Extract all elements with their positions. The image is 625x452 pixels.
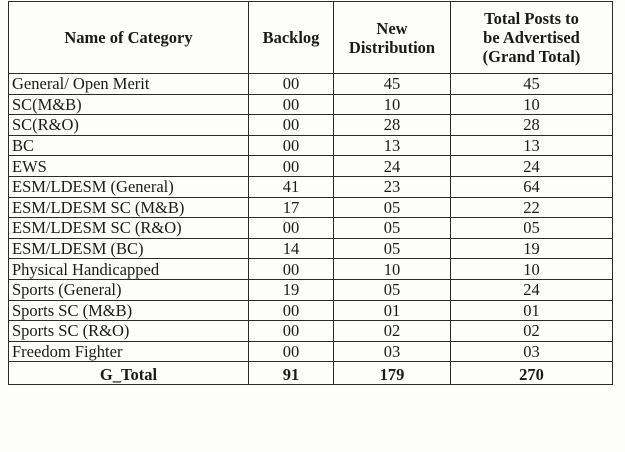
table-row	[9, 176, 613, 197]
category-cell: ESM/LDESM SC (M&B)	[9, 197, 249, 218]
category-cell: Sports SC (M&B)	[9, 300, 249, 321]
header-total-posts-line: Total Posts to	[484, 9, 579, 28]
backlog-cell: 00	[249, 300, 334, 321]
table-row	[9, 279, 613, 300]
backlog-cell: 00	[249, 341, 334, 362]
header-backlog: Backlog	[249, 2, 334, 74]
backlog-cell: 00	[249, 94, 334, 115]
backlog-cell: 00	[249, 135, 334, 156]
backlog-cell: 00	[249, 115, 334, 136]
new-distribution-cell: 23	[334, 176, 451, 197]
backlog-cell: 00	[249, 321, 334, 342]
category-cell: Sports (General)	[9, 279, 249, 300]
category-cell: Sports SC (R&O)	[9, 321, 249, 342]
category-cell: General/ Open Merit	[9, 74, 249, 95]
backlog-cell: 14	[249, 238, 334, 259]
new-distribution-cell: 28	[334, 115, 451, 136]
header-row	[9, 2, 613, 74]
new-distribution-cell: 05	[334, 279, 451, 300]
new-distribution-cell: 13	[334, 135, 451, 156]
table-row	[9, 341, 613, 362]
total-posts-cell: 24	[451, 279, 613, 300]
new-distribution-cell: 24	[334, 156, 451, 177]
total-posts-cell: 02	[451, 321, 613, 342]
grand-total-backlog: 91	[249, 362, 334, 385]
header-total-posts-line: be Advertised	[483, 28, 580, 47]
backlog-cell: 17	[249, 197, 334, 218]
category-cell: SC(M&B)	[9, 94, 249, 115]
total-posts-cell: 24	[451, 156, 613, 177]
new-distribution-cell: 45	[334, 74, 451, 95]
table-row	[9, 321, 613, 342]
table-row	[9, 197, 613, 218]
total-posts-cell: 05	[451, 218, 613, 239]
category-cell: ESM/LDESM (General)	[9, 176, 249, 197]
header-new-distribution	[334, 2, 451, 74]
new-distribution-cell: 01	[334, 300, 451, 321]
new-distribution-cell: 05	[334, 218, 451, 239]
grand-total-new-distribution: 179	[334, 362, 451, 385]
new-distribution-cell: 05	[334, 238, 451, 259]
backlog-cell: 00	[249, 156, 334, 177]
backlog-cell: 41	[249, 176, 334, 197]
new-distribution-cell: 02	[334, 321, 451, 342]
new-distribution-cell: 03	[334, 341, 451, 362]
header-new-distribution-line: New	[376, 18, 408, 38]
table-row	[9, 74, 613, 95]
table-row	[9, 94, 613, 115]
posts-table	[8, 1, 613, 385]
backlog-cell: 00	[249, 74, 334, 95]
category-cell: ESM/LDESM SC (R&O)	[9, 218, 249, 239]
category-cell: BC	[9, 135, 249, 156]
table-row	[9, 300, 613, 321]
total-posts-cell: 10	[451, 94, 613, 115]
category-cell: SC(R&O)	[9, 115, 249, 136]
table-row	[9, 156, 613, 177]
total-posts-cell: 64	[451, 176, 613, 197]
table-row	[9, 218, 613, 239]
total-posts-cell: 01	[451, 300, 613, 321]
total-posts-cell: 22	[451, 197, 613, 218]
header-new-distribution-line: Distribution	[348, 37, 436, 57]
grand-total-row	[9, 362, 613, 385]
table-row	[9, 259, 613, 280]
table-row	[9, 135, 613, 156]
category-cell: Physical Handicapped	[9, 259, 249, 280]
category-cell: Freedom Fighter	[9, 341, 249, 362]
category-cell: EWS	[9, 156, 249, 177]
total-posts-cell: 10	[451, 259, 613, 280]
new-distribution-cell: 10	[334, 94, 451, 115]
header-total-posts-line: (Grand Total)	[482, 47, 581, 66]
total-posts-cell: 03	[451, 341, 613, 362]
new-distribution-cell: 10	[334, 259, 451, 280]
total-posts-cell: 45	[451, 74, 613, 95]
new-distribution-cell: 05	[334, 197, 451, 218]
backlog-cell: 00	[249, 259, 334, 280]
total-posts-cell: 13	[451, 135, 613, 156]
backlog-cell: 00	[249, 218, 334, 239]
header-total-posts	[451, 2, 613, 74]
table-row	[9, 238, 613, 259]
grand-total-label: G_Total	[9, 362, 249, 385]
total-posts-cell: 28	[451, 115, 613, 136]
total-posts-cell: 19	[451, 238, 613, 259]
grand-total-posts: 270	[451, 362, 613, 385]
header-category: Name of Category	[9, 2, 249, 74]
table-row	[9, 115, 613, 136]
category-cell: ESM/LDESM (BC)	[9, 238, 249, 259]
backlog-cell: 19	[249, 279, 334, 300]
